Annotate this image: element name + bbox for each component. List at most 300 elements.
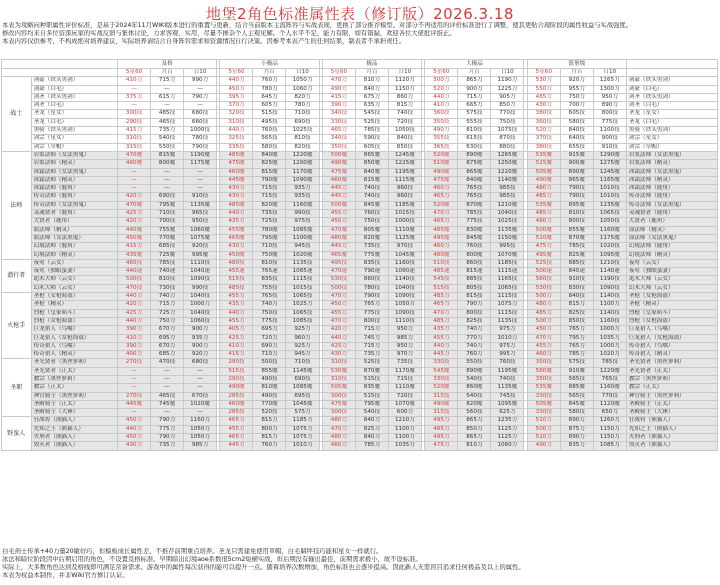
- stat-cell: 770力: [458, 334, 491, 342]
- stat-cell: 985力: [388, 334, 421, 342]
- stat-cell: —: [184, 375, 217, 383]
- stat-cell: 790魔: [253, 176, 286, 184]
- character-name: 黑骑（铁头男剑）: [31, 127, 117, 135]
- stat-cell: 760力: [253, 77, 286, 85]
- stat-cell: 1170魔: [388, 367, 421, 375]
- stat-cell: 965技: [184, 210, 217, 218]
- table-row: [2, 384, 718, 392]
- stat-cell: 1100魔: [286, 234, 319, 242]
- stat-cell: 1290魔: [593, 151, 626, 159]
- stat-cell: 435力: [220, 301, 253, 309]
- stat-cell: 310技: [220, 118, 253, 126]
- stat-cell: —: [184, 85, 217, 93]
- stat-cell: 1120魔: [593, 400, 626, 408]
- stat-cell: 490魔: [425, 168, 458, 176]
- stat-cell: 715力: [355, 342, 388, 350]
- stat-cell: 790技: [355, 293, 388, 301]
- stat-cell: 330技: [527, 409, 560, 417]
- stat-cell: 525魔: [527, 160, 560, 168]
- stat-cell: 700力: [560, 102, 593, 110]
- stat-cell: 440力: [322, 334, 355, 342]
- stat-cell: 310技: [118, 135, 151, 143]
- stat-cell: 815力: [253, 434, 286, 442]
- character-name: 冰霜法师（精灵）: [31, 176, 117, 184]
- stat-cell: 520技: [253, 409, 286, 417]
- stat-cell: 580技: [560, 409, 593, 417]
- stat-cell: 800力: [253, 425, 286, 433]
- stat-cell: 1095魔: [491, 400, 524, 408]
- stat-cell: 840魔: [458, 176, 491, 184]
- stat-cell: 910技: [184, 193, 217, 201]
- stat-cell: 1065技: [286, 309, 319, 317]
- table-row: [2, 293, 718, 301]
- stat-cell: 1195魔: [388, 168, 421, 176]
- stat-cell: 690技: [151, 193, 184, 201]
- character-name: 剑豪（铁头男剑）: [31, 77, 117, 85]
- character-name: 岩浆法师（女法黑鬼）: [31, 151, 117, 159]
- stat-cell: 480魔: [425, 251, 458, 259]
- stat-cell: 850魔: [355, 160, 388, 168]
- stat-cell: 355技: [425, 135, 458, 143]
- stat-cell: 890魔: [458, 367, 491, 375]
- stat-cell: 780力: [253, 85, 286, 93]
- character-name: 幻境法师（精灵）: [31, 251, 117, 259]
- stat-cell: 780力: [286, 102, 319, 110]
- stat-cell: 890力: [560, 417, 593, 425]
- table-row: [2, 110, 718, 118]
- character-name-right: 圣枪（女枪海盗）: [626, 293, 717, 301]
- stat-cell: 1040速: [184, 268, 217, 276]
- stat-cell: 845魔: [355, 201, 388, 209]
- table-row: [2, 375, 718, 383]
- stat-cell: 1220魔: [593, 367, 626, 375]
- stat-cell: 670技: [184, 392, 217, 400]
- stat-cell: 905力: [491, 93, 524, 101]
- stat-cell: 990技: [286, 210, 319, 218]
- stat-cell: 775魔: [355, 251, 388, 259]
- stat-cell: 1060力: [491, 442, 524, 450]
- stat-cell: 935力: [286, 185, 319, 193]
- stat-cell: 540技: [151, 135, 184, 143]
- stat-cell: 875力: [560, 425, 593, 433]
- stat-cell: —: [118, 85, 151, 93]
- stat-cell: 365技: [425, 143, 458, 151]
- stat-cell: 515技: [220, 367, 253, 375]
- class-label: 战士: [2, 77, 32, 152]
- header-spacer: [626, 69, 717, 77]
- table-row: [2, 226, 718, 234]
- stat-cell: 950力: [593, 93, 626, 101]
- stat-cell: 690力: [253, 342, 286, 350]
- character-name-right: 传奇猎人（鸟嘴）: [626, 342, 717, 350]
- tier-header: 小极品: [220, 60, 319, 69]
- stat-cell: 485力: [425, 317, 458, 325]
- stat-cell: 1145魔: [286, 367, 319, 375]
- stat-cell: 845魔: [458, 234, 491, 242]
- stat-cell: 740力: [458, 326, 491, 334]
- stat-cell: 485技: [151, 110, 184, 118]
- stat-cell: 455力: [527, 342, 560, 350]
- stat-cell: 1220魔: [491, 168, 524, 176]
- stat-cell: —: [118, 168, 151, 176]
- stat-cell: 520魔: [425, 384, 458, 392]
- stat-cell: 775技: [458, 218, 491, 226]
- stat-cell: 470技: [151, 359, 184, 367]
- stat-cell: 475力: [425, 442, 458, 450]
- stat-cell: 525技: [527, 259, 560, 267]
- stat-cell: 380技: [527, 143, 560, 151]
- stat-cell: 740技: [491, 375, 524, 383]
- stat-cell: 800技: [355, 317, 388, 325]
- character-name: 圣光贤者（正太）: [31, 367, 117, 375]
- stat-cell: 460力: [322, 442, 355, 450]
- stat-cell: 285技: [220, 392, 253, 400]
- character-name-right: 巨龙猎人（女枪海盗）: [626, 334, 717, 342]
- stat-cell: 490技: [253, 392, 286, 400]
- stat-cell: 575力: [286, 409, 319, 417]
- stat-cell: 350技: [527, 375, 560, 383]
- stat-cell: 315技: [425, 392, 458, 400]
- stat-cell: 315技: [425, 409, 458, 417]
- character-name: 烈枪（皇家萌斗）: [31, 309, 117, 317]
- stat-cell: 325技: [220, 135, 253, 143]
- stat-cell: —: [151, 367, 184, 375]
- character-name: 狂战将（熊猫人）: [31, 417, 117, 425]
- stat-cell: 460魔: [220, 400, 253, 408]
- stat-cell: 520力: [425, 85, 458, 93]
- stat-cell: 1100力: [388, 425, 421, 433]
- stat-cell: 720力: [253, 334, 286, 342]
- stat-cell: 470魔: [118, 151, 151, 159]
- stat-cell: 715技: [253, 193, 286, 201]
- stat-cell: 485魔: [220, 151, 253, 159]
- stat-cell: 865魔: [560, 176, 593, 184]
- stat-cell: 380技: [527, 110, 560, 118]
- stat-cell: 480技: [220, 259, 253, 267]
- sub-header-row: [2, 69, 718, 77]
- stat-cell: 710技: [151, 210, 184, 218]
- stat-cell: 1100力: [593, 301, 626, 309]
- stat-cell: 560技: [458, 409, 491, 417]
- stat-cell: 1065速: [286, 268, 319, 276]
- stat-cell: 450力: [220, 85, 253, 93]
- stat-cell: 1160技: [388, 259, 421, 267]
- character-name-right: 巨龙猎人（鸟嘴）: [626, 326, 717, 334]
- stat-cell: 1120力: [388, 77, 421, 85]
- stat-cell: 495力: [425, 434, 458, 442]
- table-row: [2, 127, 718, 135]
- stat-cell: 470力: [322, 425, 355, 433]
- stat-cell: 490技: [253, 375, 286, 383]
- stat-cell: 490力: [527, 442, 560, 450]
- stat-cell: 755技: [253, 284, 286, 292]
- tier-header-row: [2, 60, 718, 69]
- stat-cell: 605力: [253, 102, 286, 110]
- stat-cell: 515技: [220, 276, 253, 284]
- stat-cell: 330技: [425, 375, 458, 383]
- stat-cell: 760技: [491, 359, 524, 367]
- stat-cell: 725技: [253, 218, 286, 226]
- stat-cell: 1090技: [388, 293, 421, 301]
- character-name-right: 剑宗（星女）: [626, 135, 717, 143]
- stat-cell: 1090技: [184, 276, 217, 284]
- stat-cell: 1225力: [491, 85, 524, 93]
- sub-header: 日10: [286, 69, 319, 77]
- stat-cell: —: [184, 102, 217, 110]
- stat-cell: 715技: [388, 375, 421, 383]
- stat-cell: 795魔: [355, 400, 388, 408]
- stat-cell: 1250魔: [491, 160, 524, 168]
- character-name: 大贤者（鹿角）: [31, 218, 117, 226]
- footer-line: 本表为权益本制作，并非Wiki官方修订认证。: [2, 572, 129, 579]
- stat-cell: 430力: [322, 351, 355, 359]
- stat-cell: 545魔: [425, 367, 458, 375]
- stat-cell: 430力: [220, 193, 253, 201]
- stat-cell: —: [184, 176, 217, 184]
- table-row: [2, 309, 718, 317]
- stat-cell: 715技: [253, 185, 286, 193]
- footer-line: 冰法和暗位阶段因中后期启用的角色，不设置及格标准。早期暗出幻境aoe系数很5cm2短横实战，但后期没有输出最佳，前期需求极小，故不设标准。: [2, 556, 422, 563]
- stat-cell: 860力: [388, 93, 421, 101]
- stat-cell: 545技: [425, 276, 458, 284]
- stat-cell: 1060技: [184, 317, 217, 325]
- stat-cell: 950力: [388, 326, 421, 334]
- character-name-right: 夜莺（独眼蛮妻）: [626, 268, 717, 276]
- stat-cell: 1115魔: [388, 176, 421, 184]
- stat-cell: 330技: [322, 118, 355, 126]
- sub-header: 月百: [253, 69, 286, 77]
- stat-cell: 945技: [286, 243, 319, 251]
- stat-cell: 870技: [491, 135, 524, 143]
- stat-cell: 1015技: [286, 284, 319, 292]
- stat-cell: 475魔: [322, 400, 355, 408]
- stat-cell: 900魔: [560, 160, 593, 168]
- character-name-right: 剑宗（草帽）: [626, 143, 717, 151]
- stat-cell: 1065技: [491, 284, 524, 292]
- stat-cell: 455魔: [220, 226, 253, 234]
- stat-cell: 670力: [151, 342, 184, 350]
- stat-cell: 1040技: [184, 309, 217, 317]
- stat-cell: 760力: [253, 442, 286, 450]
- character-name: 烈枪（女枪海盗）: [31, 317, 117, 325]
- stat-cell: 735力: [355, 351, 388, 359]
- stat-cell: 615力: [151, 93, 184, 101]
- table-row: [2, 425, 718, 433]
- stat-cell: 780技: [184, 135, 217, 143]
- stat-cell: 560技: [527, 276, 560, 284]
- character-name-right: 火刑者（熊猫人）: [626, 434, 717, 442]
- sub-header: 5星60: [220, 69, 253, 77]
- stat-cell: 1025技: [286, 127, 319, 135]
- stat-cell: 1000力: [593, 342, 626, 350]
- stat-cell: 1050力: [286, 77, 319, 85]
- stat-cell: 455力: [322, 210, 355, 218]
- stat-cell: 960技: [388, 185, 421, 193]
- stat-cell: 425力: [220, 334, 253, 342]
- stat-cell: 460魔: [118, 160, 151, 168]
- intro-line: 本表为攻略向种职属性评价标准，是基于2024年11月WIKI版本进行的重置与更新，结合当前版本主流阵容与实战表现，更换了部分推荐模型。对部分不再适用的评价标准进行了调整，使其更贴合现阶段的属性收益与实战强度。: [2, 22, 633, 29]
- stat-cell: 350技: [527, 359, 560, 367]
- stat-cell: 510魔: [527, 234, 560, 242]
- stat-cell: 400力: [118, 351, 151, 359]
- stat-cell: 985技: [491, 193, 524, 201]
- stat-cell: 1140速: [593, 268, 626, 276]
- stat-cell: 270技: [118, 359, 151, 367]
- stat-cell: 700技: [151, 218, 184, 226]
- stat-cell: 810技: [253, 259, 286, 267]
- stat-cell: 1095魔: [593, 251, 626, 259]
- stat-cell: 1010力: [286, 442, 319, 450]
- stat-cell: 765技: [458, 193, 491, 201]
- stat-cell: 785技: [458, 210, 491, 218]
- stat-cell: 435力: [425, 326, 458, 334]
- stat-cell: 765技: [593, 375, 626, 383]
- character-name-right: 烈枪（女枪海盗）: [626, 317, 717, 325]
- stat-cell: 285技: [220, 409, 253, 417]
- stat-cell: 530技: [527, 284, 560, 292]
- stat-cell: 1110技: [184, 259, 217, 267]
- stat-cell: 370力: [220, 102, 253, 110]
- stat-cell: 785技: [151, 259, 184, 267]
- character-name-right: 剑豪（白毛）: [626, 85, 717, 93]
- character-name-right: 教宗（黑丝萝莉）: [626, 375, 717, 383]
- stat-cell: 600力: [388, 409, 421, 417]
- stat-cell: 735力: [151, 127, 184, 135]
- stat-cell: 995魔: [184, 251, 217, 259]
- stat-cell: 945力: [286, 351, 319, 359]
- table-row: [2, 85, 718, 93]
- stat-cell: 475魔: [220, 160, 253, 168]
- table-row: [2, 118, 718, 126]
- stat-cell: 935技: [286, 193, 319, 201]
- stat-cell: 450力: [322, 218, 355, 226]
- stat-cell: 920力: [560, 77, 593, 85]
- character-name: 巨龙猎人（鸟嘴）: [31, 326, 117, 334]
- stat-cell: 1185魔: [388, 201, 421, 209]
- sub-header: 日10: [388, 69, 421, 77]
- character-name: 传奇法师（鹿角）: [31, 193, 117, 201]
- stat-cell: 750技: [355, 218, 388, 226]
- character-name-right: 传奇法师（鹿角）: [626, 193, 717, 201]
- stat-cell: 865力: [458, 417, 491, 425]
- stat-cell: 785技: [355, 127, 388, 135]
- stat-cell: 745力: [355, 334, 388, 342]
- stat-cell: 750力: [151, 317, 184, 325]
- table-row: [2, 77, 718, 85]
- stat-cell: 510魔: [425, 160, 458, 168]
- stat-cell: 840魔: [355, 168, 388, 176]
- stat-cell: 990力: [184, 77, 217, 85]
- stat-cell: 680技: [184, 359, 217, 367]
- stat-cell: 1185力: [286, 417, 319, 425]
- stat-cell: 1060魔: [184, 226, 217, 234]
- intro-text: [2, 22, 718, 46]
- stat-cell: 340技: [322, 110, 355, 118]
- stat-cell: 465力: [425, 193, 458, 201]
- stat-cell: 1140技: [388, 276, 421, 284]
- stat-cell: 1245魔: [388, 151, 421, 159]
- stat-cell: 480力: [527, 218, 560, 226]
- stat-cell: 1190魔: [184, 151, 217, 159]
- stat-cell: 350技: [425, 118, 458, 126]
- stat-cell: 685力: [151, 351, 184, 359]
- stat-cell: 1060力: [286, 85, 319, 93]
- stat-cell: 1150力: [593, 425, 626, 433]
- stat-cell: 500技: [253, 359, 286, 367]
- stat-cell: 1135魔: [491, 384, 524, 392]
- character-name-right: 传奇法师（女法黑鬼）: [626, 201, 717, 209]
- stat-cell: 805技: [458, 284, 491, 292]
- stat-cell: 975技: [286, 218, 319, 226]
- sub-header: 月百: [560, 69, 593, 77]
- stat-cell: 820魔: [253, 201, 286, 209]
- character-name: 剑圣（铁头男剑）: [31, 93, 117, 101]
- character-name: 剑宗（草帽）: [31, 143, 117, 151]
- stat-cell: 1245魔: [593, 168, 626, 176]
- stat-cell: 795力: [560, 334, 593, 342]
- stat-cell: 775技: [593, 118, 626, 126]
- stat-cell: —: [118, 176, 151, 184]
- stat-cell: 485魔: [425, 226, 458, 234]
- stat-cell: 480魔: [322, 234, 355, 242]
- stat-cell: 420力: [118, 218, 151, 226]
- stat-cell: 985力: [184, 442, 217, 450]
- stat-cell: 950技: [184, 218, 217, 226]
- stat-cell: 715力: [458, 93, 491, 101]
- stat-cell: 690技: [286, 118, 319, 126]
- stat-cell: 530力: [527, 77, 560, 85]
- character-name: 圣枪（女枪海盗）: [31, 293, 117, 301]
- stat-cell: 1175魔: [184, 160, 217, 168]
- stat-cell: 975力: [491, 326, 524, 334]
- stat-cell: —: [118, 185, 151, 193]
- stat-cell: 465力: [527, 93, 560, 101]
- table-row: [2, 168, 718, 176]
- stat-cell: 1000力: [593, 326, 626, 334]
- stat-cell: 825魔: [560, 251, 593, 259]
- stat-cell: 490魔: [527, 176, 560, 184]
- stat-cell: 460魔: [322, 176, 355, 184]
- stat-cell: 485速: [425, 268, 458, 276]
- stat-cell: 1040技: [388, 284, 421, 292]
- stat-cell: 1260力: [593, 417, 626, 425]
- stat-cell: 1000技: [184, 127, 217, 135]
- stat-cell: 1275魔: [593, 160, 626, 168]
- stat-cell: 1160魔: [286, 201, 319, 209]
- stat-cell: 575技: [458, 110, 491, 118]
- stat-cell: 890力: [593, 102, 626, 110]
- stat-cell: —: [184, 185, 217, 193]
- stat-cell: 785力: [355, 442, 388, 450]
- stat-cell: 430力: [220, 243, 253, 251]
- character-name: 圣光贤者（黑丝萝莉）: [31, 359, 117, 367]
- stat-cell: 710力: [253, 351, 286, 359]
- stat-cell: 1265魔: [491, 151, 524, 159]
- stat-cell: 480力: [527, 185, 560, 193]
- sub-header: 5星60: [322, 69, 355, 77]
- stat-cell: 935力: [184, 334, 217, 342]
- table-row: [2, 351, 718, 359]
- stat-cell: 820魔: [458, 400, 491, 408]
- stat-cell: 1200魔: [286, 160, 319, 168]
- character-name: 传奇猎人（精灵）: [31, 351, 117, 359]
- character-name: 传奇法师（女法黑鬼）: [31, 201, 117, 209]
- table-row: [2, 93, 718, 101]
- stat-cell: 795魔: [253, 234, 286, 242]
- stat-cell: 1070魔: [388, 400, 421, 408]
- stat-cell: 1050力: [184, 434, 217, 442]
- stat-cell: 370技: [527, 135, 560, 143]
